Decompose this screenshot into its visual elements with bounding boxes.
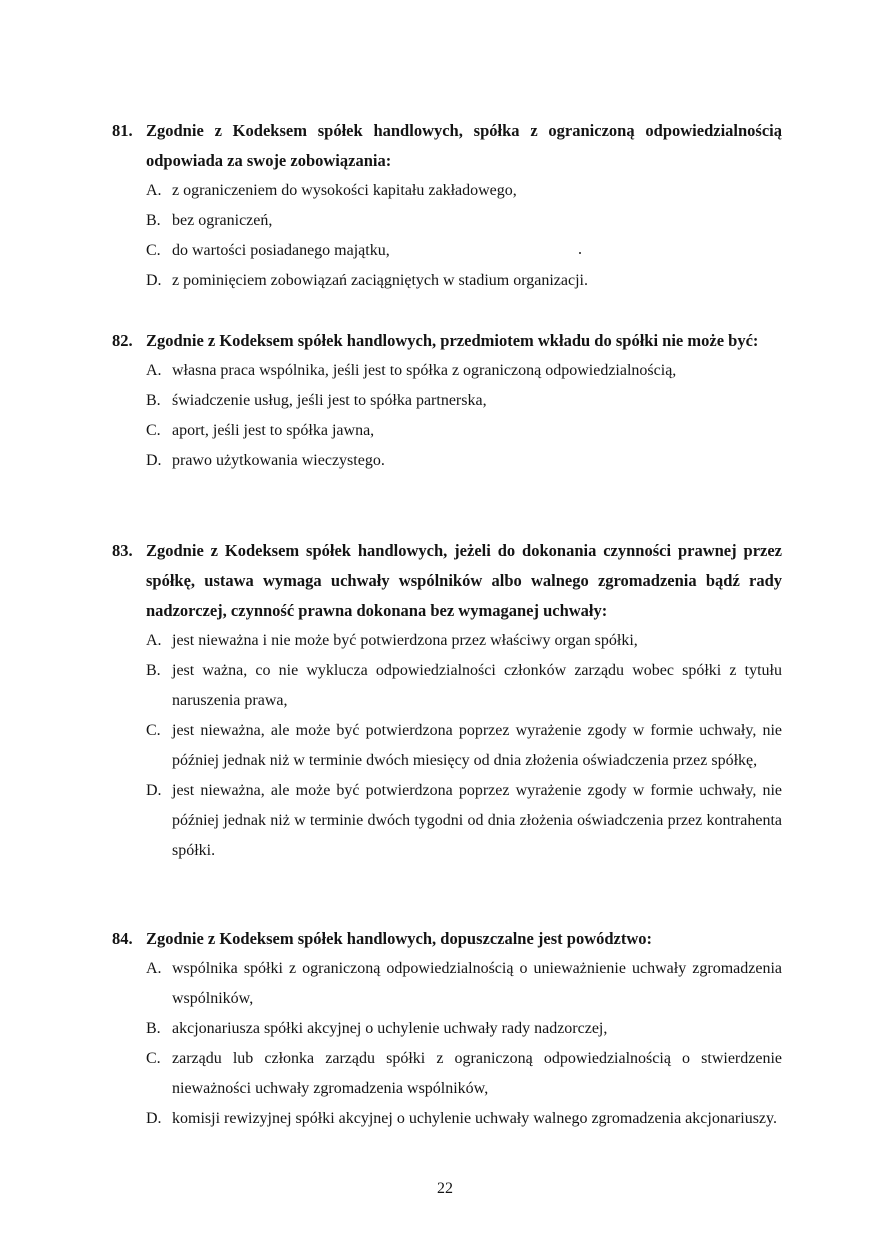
answer-option-a (112, 176, 782, 206)
answer-option-c (112, 236, 782, 266)
answer-option-d (112, 446, 782, 476)
answer-text: aport, jeśli jest to spółka jawna, (172, 422, 375, 439)
question-text: Zgodnie z Kodeksem spółek handlowych, spółka z ograniczoną odpowiedzialnością odpowiada za swoje zobowiązania: (146, 121, 782, 170)
answer-text: świadczenie usług, jeśli jest to spółka partnerska, (172, 392, 487, 409)
question-number: 82. (112, 331, 133, 350)
answer-text: zarządu lub członka zarządu spółki z ograniczoną odpowiedzialnością o stwierdzenie nieważności uchwały zgromadzenia wspólników, (172, 1050, 782, 1097)
answer-letter: B. (146, 212, 161, 229)
answer-text: bez ograniczeń, (172, 212, 273, 229)
question-stem (112, 326, 782, 356)
answer-letter: A. (146, 960, 162, 977)
answer-option-b (112, 1014, 782, 1044)
answer-option-a (112, 356, 782, 386)
question-number: 83. (112, 541, 133, 560)
answer-letter: C. (146, 1050, 161, 1067)
answer-letter: C. (146, 722, 161, 739)
answer-text: jest ważna, co nie wyklucza odpowiedzialności członków zarządu wobec spółki z tytułu naruszenia prawa, (172, 662, 782, 709)
answer-option-b (112, 656, 782, 716)
answer-letter: A. (146, 632, 162, 649)
question-83 (112, 536, 782, 866)
page-number: 22 (437, 1180, 453, 1197)
question-stem (112, 924, 782, 954)
answer-text: z pominięciem zobowiązań zaciągniętych w stadium organizacji. (172, 272, 588, 289)
answer-text: komisji rewizyjnej spółki akcyjnej o uchylenie uchwały walnego zgromadzenia akcjonariuszy. (172, 1110, 777, 1127)
answer-text: jest nieważna, ale może być potwierdzona poprzez wyrażenie zgody w formie uchwały, nie później jednak niż w terminie dwóch miesięcy od dnia złożenia oświadczenia przez spółkę, (172, 722, 782, 769)
answer-text: jest nieważna i nie może być potwierdzona przez właściwy organ spółki, (172, 632, 638, 649)
answer-text: własna praca wspólnika, jeśli jest to spółka z ograniczoną odpowiedzialnością, (172, 362, 677, 379)
answer-option-b (112, 386, 782, 416)
answer-option-c (112, 716, 782, 776)
answer-list (112, 954, 782, 1134)
answer-letter: A. (146, 362, 162, 379)
question-stem (112, 536, 782, 626)
answer-option-d (112, 776, 782, 866)
answer-text: jest nieważna, ale może być potwierdzona poprzez wyrażenie zgody w formie uchwały, nie później jednak niż w terminie dwóch tygodni od dnia złożenia oświadczenia przez kontrahenta spółki. (172, 782, 782, 859)
answer-option-c (112, 1044, 782, 1104)
scan-speck (579, 252, 581, 254)
answer-list (112, 626, 782, 866)
answer-option-b (112, 206, 782, 236)
question-text: Zgodnie z Kodeksem spółek handlowych, dopuszczalne jest powództwo: (146, 929, 653, 948)
answer-letter: B. (146, 662, 161, 679)
question-text: Zgodnie z Kodeksem spółek handlowych, jeżeli do dokonania czynności prawnej przez spółkę, ustawa wymaga uchwały wspólników albo walnego zgromadzenia bądź rady nadzorczej, czynność prawna dokonana bez wymaganej uchwały: (146, 541, 782, 620)
answer-letter: B. (146, 1020, 161, 1037)
question-84 (112, 924, 782, 1134)
answer-letter: A. (146, 182, 162, 199)
answer-option-d (112, 266, 782, 296)
answer-list (112, 176, 782, 296)
answer-option-c (112, 416, 782, 446)
answer-letter: D. (146, 1110, 162, 1127)
question-stem (112, 116, 782, 176)
answer-text: do wartości posiadanego majątku, (172, 242, 390, 259)
question-81 (112, 116, 782, 296)
answer-letter: C. (146, 422, 161, 439)
answer-option-d (112, 1104, 782, 1134)
answer-text: akcjonariusza spółki akcyjnej o uchylenie uchwały rady nadzorczej, (172, 1020, 608, 1037)
question-text: Zgodnie z Kodeksem spółek handlowych, przedmiotem wkładu do spółki nie może być: (146, 331, 759, 350)
answer-option-a (112, 626, 782, 656)
answer-letter: B. (146, 392, 161, 409)
question-82 (112, 326, 782, 476)
question-number: 84. (112, 929, 133, 948)
answer-letter: D. (146, 782, 162, 799)
answer-letter: D. (146, 452, 162, 469)
answer-text: z ograniczeniem do wysokości kapitału zakładowego, (172, 182, 517, 199)
answer-letter: D. (146, 272, 162, 289)
answer-list (112, 356, 782, 476)
answer-text: wspólnika spółki z ograniczoną odpowiedzialnością o unieważnienie uchwały zgromadzenia wspólników, (172, 960, 782, 1007)
answer-letter: C. (146, 242, 161, 259)
answer-option-a (112, 954, 782, 1014)
answer-text: prawo użytkowania wieczystego. (172, 452, 385, 469)
question-number: 81. (112, 121, 133, 140)
